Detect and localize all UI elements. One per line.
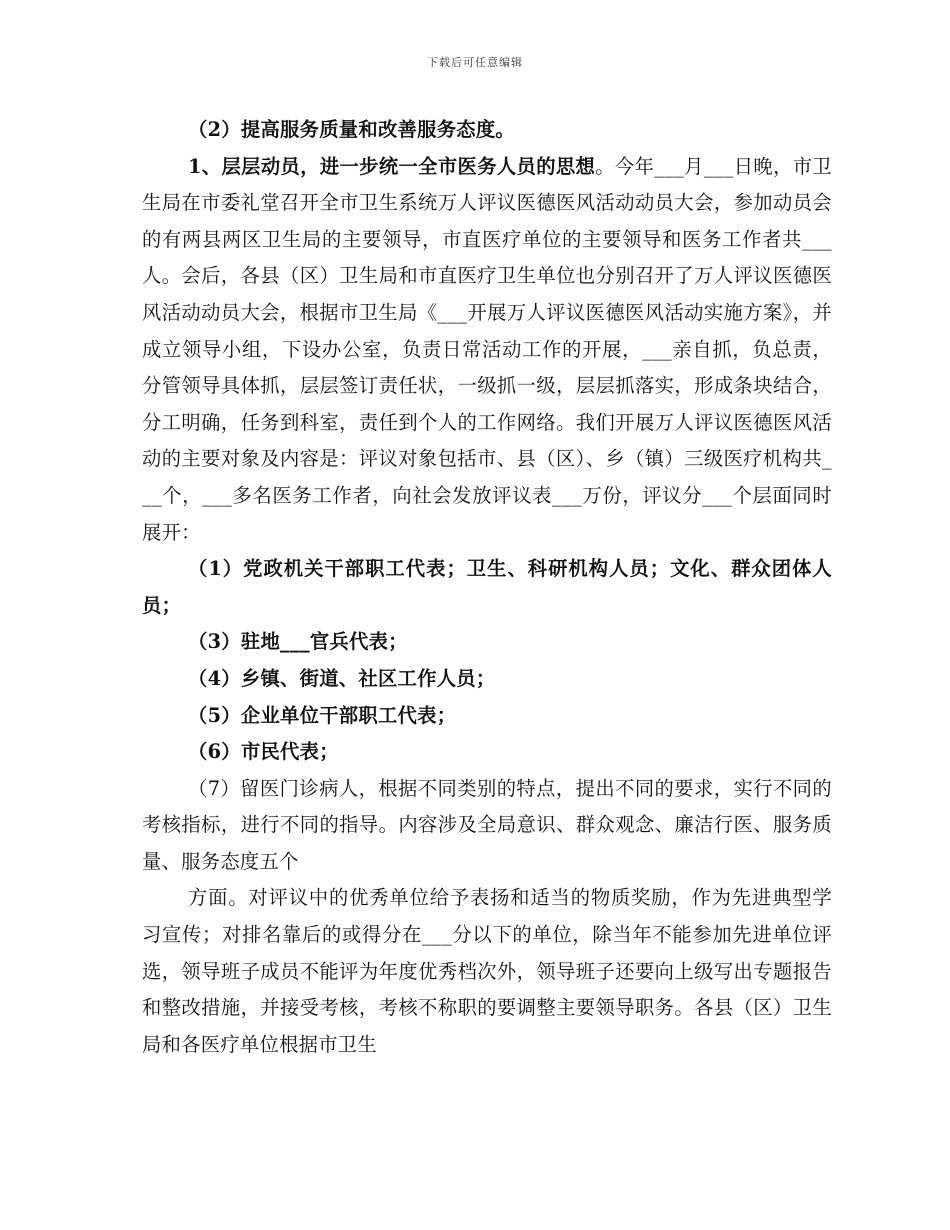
paragraph-5-bold: （4）乡镇、街道、社区工作人员；	[188, 666, 496, 690]
paragraph-2	[142, 149, 832, 552]
paragraph-7-bold: （6）市民代表；	[188, 740, 339, 764]
paragraph-4-bold: （3）驻地___官兵代表；	[188, 630, 408, 654]
paragraph-3-bold: （1）党政机关干部职工代表；卫生、科研机构人员；文化、群众团体人员；	[142, 557, 832, 617]
paragraph-7	[142, 734, 832, 771]
paragraph-5	[142, 661, 832, 698]
paragraph-8-text: （7）留医门诊病人，根据不同类别的特点，提出不同的要求，实行不同的考核指标，进行不同的指导。内容涉及全局意识、群众观念、廉洁行医、服务质量、服务态度五个	[142, 776, 832, 873]
paragraph-6-bold: （5）企业单位干部职工代表；	[188, 703, 457, 727]
paragraph-1	[142, 112, 832, 149]
paragraph-6	[142, 698, 832, 735]
paragraph-9-text: 方面。对评议中的优秀单位给予表扬和适当的物质奖励，作为先进典型学习宣传；对排名靠后的或得分在___分以下的单位，除当年不能参加先进单位评选，领导班子成员不能评为年度优秀档次外，领导班子还要向上级写出专题报告和整改措施，并接受考核，考核不称职的要调整主要领导职务。各县（区）卫生局和各医疗单位根据市卫生	[142, 886, 832, 1056]
paragraph-8	[142, 771, 832, 881]
document-body	[142, 112, 832, 1063]
paragraph-4	[142, 624, 832, 661]
page-header: 下载后可任意编辑	[427, 56, 523, 69]
paragraph-3	[142, 551, 832, 624]
paragraph-2-text: 。今年___月___日晚，市卫生局在市委礼堂召开全市卫生系统万人评议医德医风活动动员大会，参加动员会的有两县两区卫生局的主要领导，市直医疗单位的主要领导和医务工作者共___人。会后，各县（区）卫生局和市直医疗卫生单位也分别召开了万人评议医德医风活动动员大会，根据市卫生局《___开展万人评议医德医风活动实施方案》，并成立领导小组，下设办公室，负责日常活动工作的开展，___亲自抓，负总责，分管领导具体抓，层层签订责任状，一级抓一级，层层抓落实，形成条块结合，分工明确，任务到科室，责任到个人的工作网络。我们开展万人评议医德医风活动的主要对象及内容是：评议对象包括市、县（区）、乡（镇）三级医疗机构共___个，___多名医务工作者，向社会发放评议表___万份，评议分___个层面同时展开：	[142, 154, 833, 544]
paragraph-1-bold: （2）提高服务质量和改善服务态度。	[188, 118, 516, 141]
paragraph-2-bold: 1、层层动员，进一步统一全市医务人员的思想	[188, 154, 596, 178]
paragraph-9	[142, 880, 832, 1063]
